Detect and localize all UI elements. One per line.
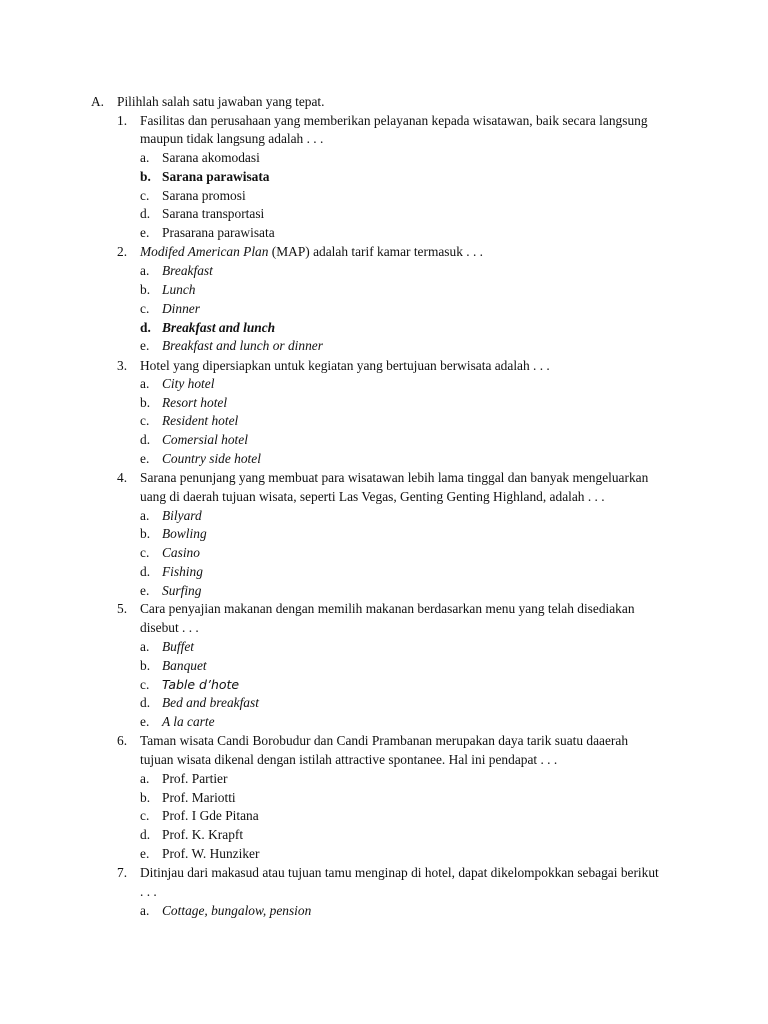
option-text: Breakfast and lunch or dinner xyxy=(162,338,323,353)
option-letter: e. xyxy=(140,583,150,598)
option-letter: a. xyxy=(140,376,150,391)
option-text-answer: Sarana parawisata xyxy=(162,169,270,184)
option-text: City hotel xyxy=(162,376,215,391)
question-number: 6. xyxy=(117,733,128,748)
question-text-rest: (MAP) adalah tarif kamar termasuk . . . xyxy=(268,244,483,259)
option-text: Resort hotel xyxy=(162,395,228,410)
question-number: 7. xyxy=(117,865,128,880)
option-letter: a. xyxy=(140,903,150,918)
option-letter: b. xyxy=(140,282,151,297)
option-text: Prof. K. Krapft xyxy=(162,827,244,842)
question-text: . . . xyxy=(140,884,157,899)
option-text: Bed and breakfast xyxy=(162,695,259,710)
question-text: Sarana penunjang yang membuat para wisatawan lebih lama tinggal dan banyak mengeluarkan xyxy=(140,470,649,485)
question-number: 5. xyxy=(117,601,128,616)
option-text: Prof. I Gde Pitana xyxy=(162,808,259,823)
option-letter: e. xyxy=(140,451,150,466)
option-letter: d. xyxy=(140,827,151,842)
question-text: uang di daerah tujuan wisata, seperti Las Vegas, Genting Genting Highland, adalah . . . xyxy=(140,489,605,504)
option-text: Surfing xyxy=(162,583,202,598)
question-text: Fasilitas dan perusahaan yang memberikan pelayanan kepada wisatawan, baik secara langsung xyxy=(140,113,648,128)
option-text: Bilyard xyxy=(162,508,202,523)
option-letter: b. xyxy=(140,790,151,805)
question-text: tujuan wisata dikenal dengan istilah attractive spontanee. Hal ini pendapat . . . xyxy=(140,752,558,767)
option-letter: b. xyxy=(140,395,151,410)
option-text: Cottage, bungalow, pension xyxy=(162,903,312,918)
option-letter: d. xyxy=(140,206,151,221)
option-letter: a. xyxy=(140,263,150,278)
question-text: Hotel yang dipersiapkan untuk kegiatan yang bertujuan berwisata adalah . . . xyxy=(140,358,550,373)
section-title: Pilihlah salah satu jawaban yang tepat. xyxy=(117,94,325,109)
question-text: maupun tidak langsung adalah . . . xyxy=(140,131,324,146)
option-text: Casino xyxy=(162,545,200,560)
section-label: A. xyxy=(91,94,105,109)
option-letter: c. xyxy=(140,677,150,692)
option-letter: d. xyxy=(140,695,151,710)
option-letter: a. xyxy=(140,639,150,654)
option-text: Bowling xyxy=(162,526,207,541)
option-letter: e. xyxy=(140,338,150,353)
option-letter-answer: d. xyxy=(140,320,151,335)
option-text: Comersial hotel xyxy=(162,432,248,447)
question-text: Taman wisata Candi Borobudur dan Candi Prambanan merupakan daya tarik suatu daaerah xyxy=(140,733,629,748)
question-number: 3. xyxy=(117,358,128,373)
option-text: Sarana akomodasi xyxy=(162,150,260,165)
option-text-answer: Breakfast and lunch xyxy=(162,320,276,335)
option-letter: c. xyxy=(140,413,150,428)
question-text: Cara penyajian makanan dengan memilih makanan berdasarkan menu yang telah disediakan xyxy=(140,601,635,616)
option-text: Breakfast xyxy=(162,263,213,278)
option-letter: b. xyxy=(140,658,151,673)
option-text: Country side hotel xyxy=(162,451,261,466)
option-letter: e. xyxy=(140,225,150,240)
option-letter: d. xyxy=(140,564,151,579)
option-letter: e. xyxy=(140,846,150,861)
option-text: Fishing xyxy=(162,564,203,579)
option-text: Sarana transportasi xyxy=(162,206,265,221)
question-text: Ditinjau dari makasud atau tujuan tamu menginap di hotel, dapat dikelompokkan sebagai berikut xyxy=(140,865,659,880)
option-letter: c. xyxy=(140,808,150,823)
option-letter-answer: b. xyxy=(140,169,151,184)
option-letter: b. xyxy=(140,526,151,541)
option-text: Buffet xyxy=(162,639,194,654)
question-text xyxy=(140,243,483,261)
option-text: Prof. W. Hunziker xyxy=(162,846,260,861)
option-text: Dinner xyxy=(162,301,200,316)
option-text: A la carte xyxy=(162,714,215,729)
option-letter: e. xyxy=(140,714,150,729)
option-text: Prof. Partier xyxy=(162,771,228,786)
option-letter: a. xyxy=(140,508,150,523)
option-text: Banquet xyxy=(162,658,207,673)
option-text: Prasarana parawisata xyxy=(162,225,275,240)
option-text: Table d’hote xyxy=(162,677,240,692)
option-letter: c. xyxy=(140,301,150,316)
option-letter: a. xyxy=(140,150,150,165)
option-text: Sarana promosi xyxy=(162,188,246,203)
option-letter: a. xyxy=(140,771,150,786)
option-letter: c. xyxy=(140,545,150,560)
option-letter: d. xyxy=(140,432,151,447)
option-text: Resident hotel xyxy=(162,413,239,428)
question-text-italic: Modifed American Plan xyxy=(140,244,269,259)
question-number: 1. xyxy=(117,113,128,128)
option-letter: c. xyxy=(140,188,150,203)
question-number: 4. xyxy=(117,470,128,485)
option-text: Lunch xyxy=(162,282,196,297)
question-number: 2. xyxy=(117,244,128,259)
option-text: Prof. Mariotti xyxy=(162,790,236,805)
question-text: disebut . . . xyxy=(140,620,199,635)
